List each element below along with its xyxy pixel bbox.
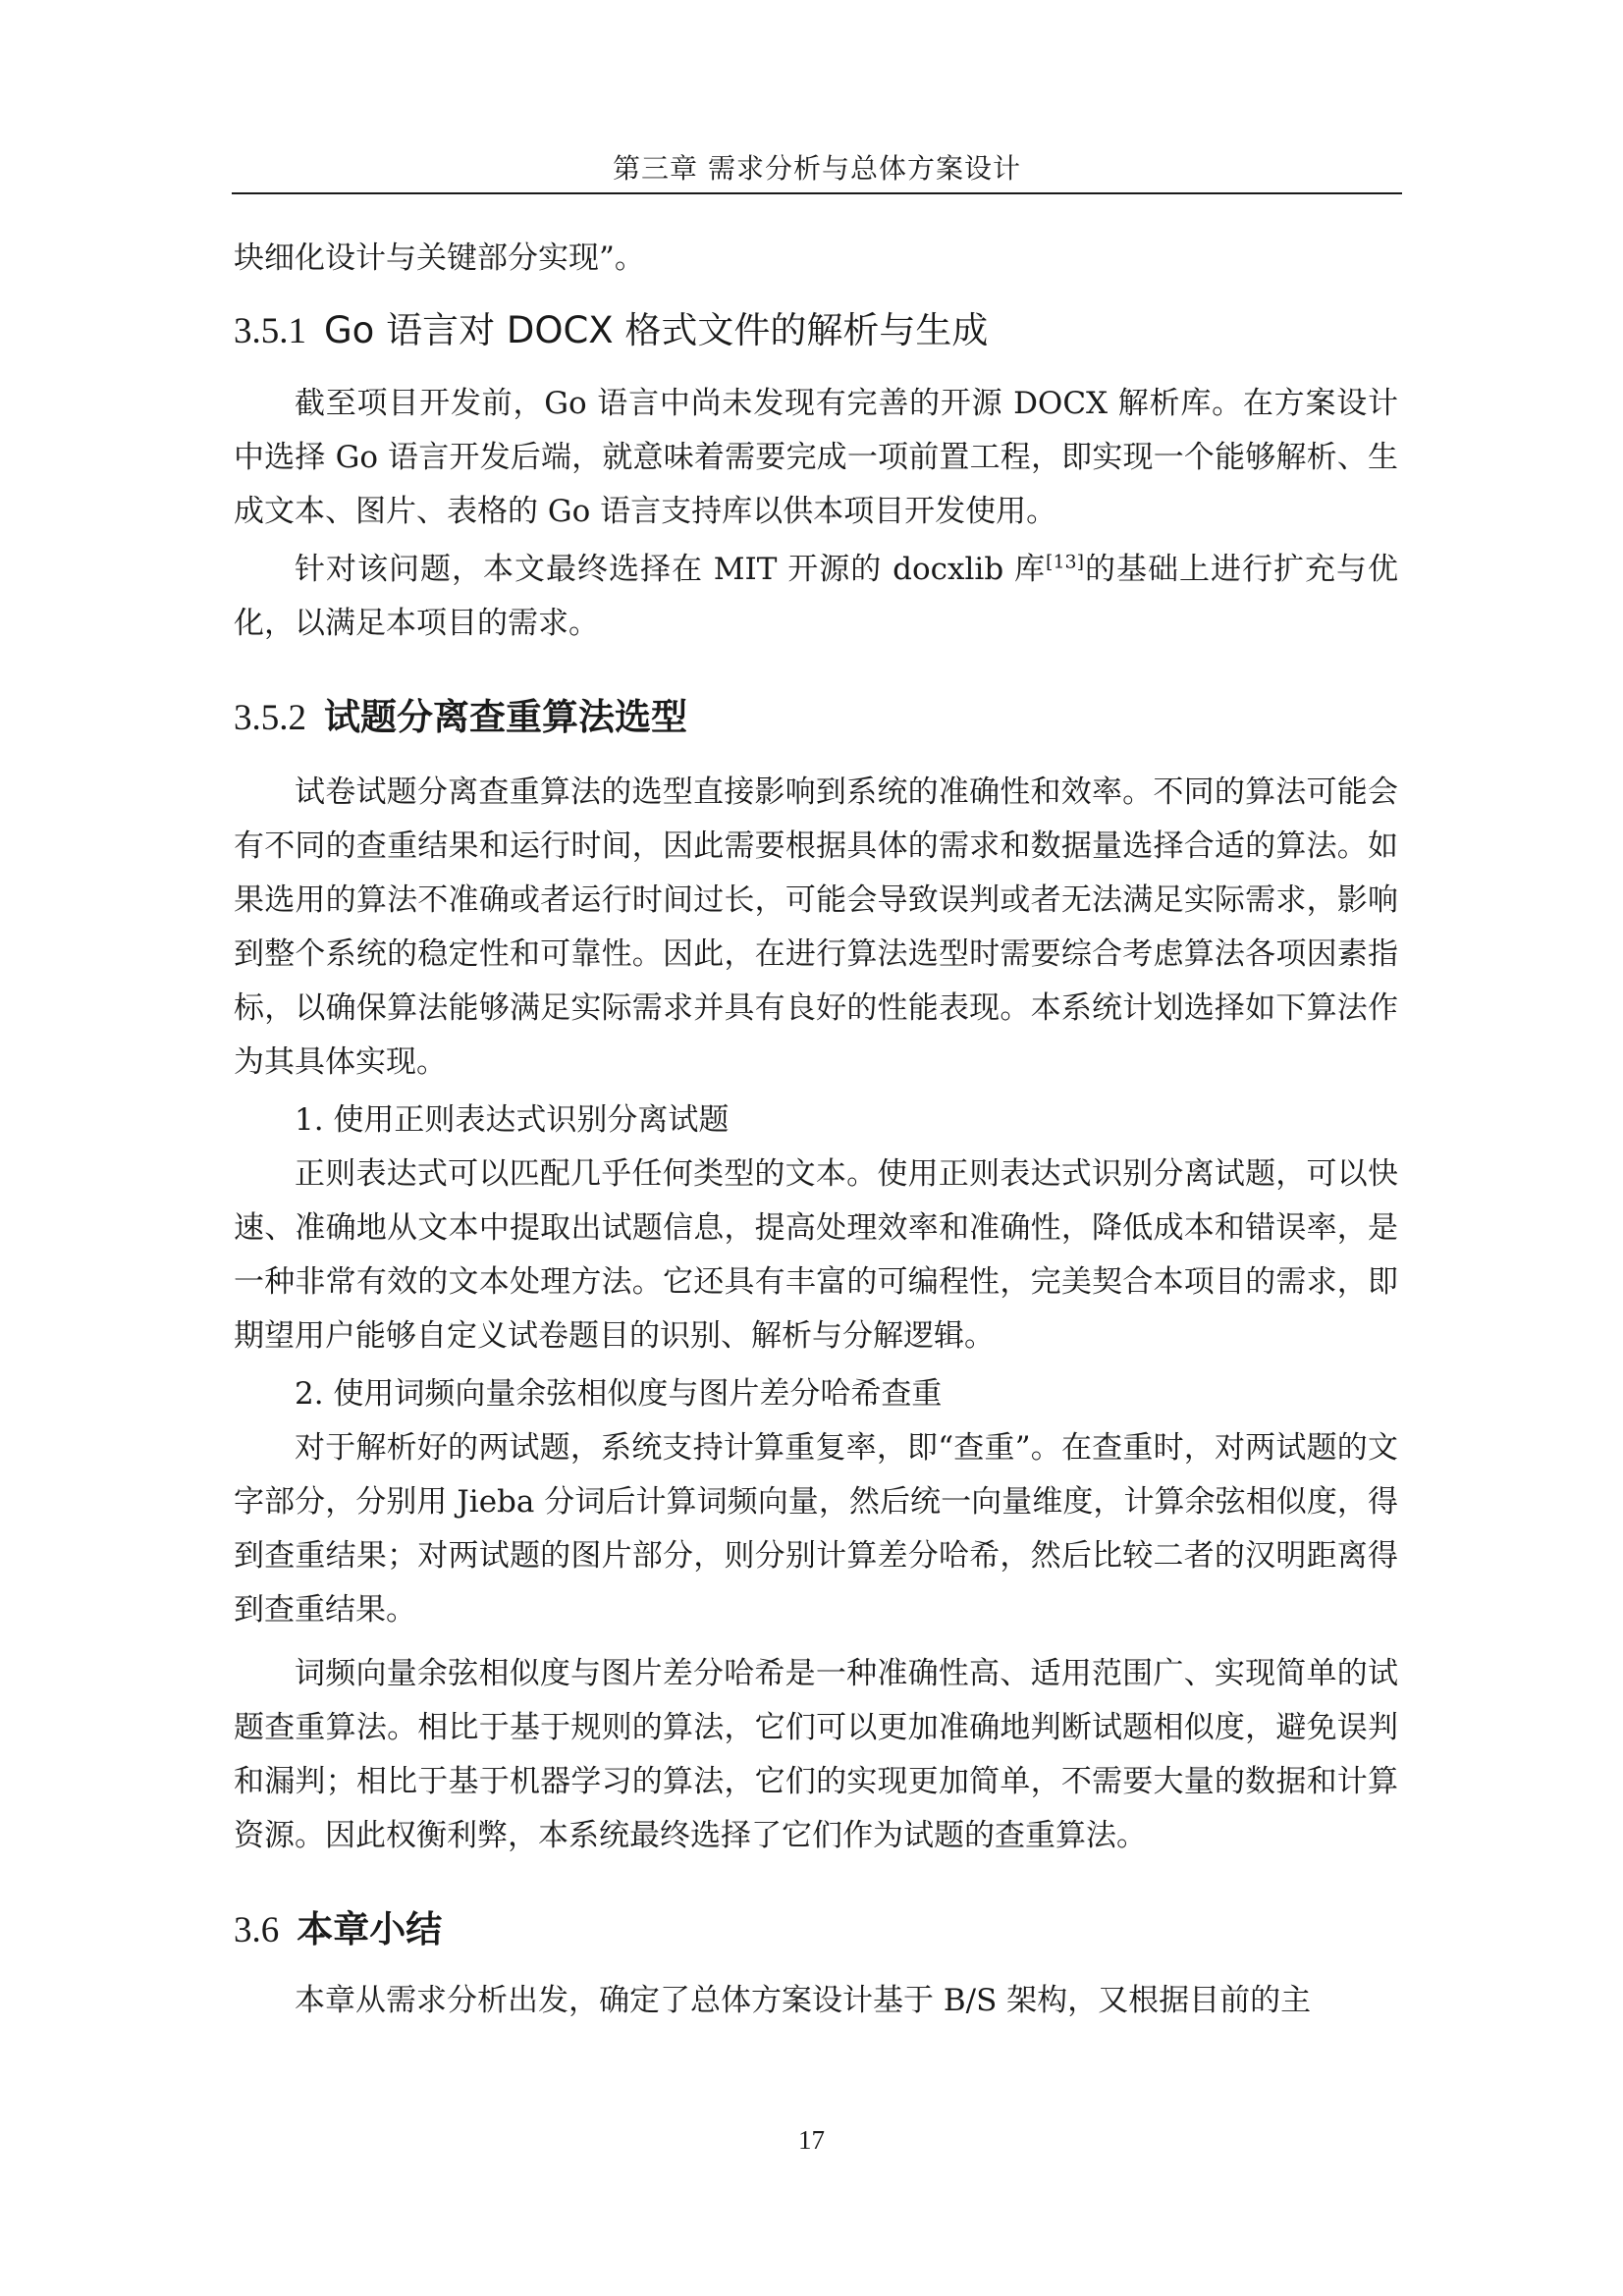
running-header: 第三章 需求分析与总体方案设计 xyxy=(613,152,1021,185)
paragraph-docx-library: 截至项目开发前，Go 语言中尚未发现有完善的开源 DOCX 解析库。在方案设计中选择 Go 语言开发后端，就意味着需要完成一项前置工程，即实现一个能够解析、生成文本、图片、表格的 Go 语言支持库以供本项目开发使用。 xyxy=(234,386,1398,529)
section-heading-3-6 xyxy=(234,1900,1398,1960)
list-item-2: 2. 使用词频向量余弦相似度与图片差分哈希查重 xyxy=(295,1376,943,1412)
section-heading-3-5-2 xyxy=(234,688,1398,748)
header-rule xyxy=(232,192,1402,194)
paragraph-chapter-summary: 本章从需求分析出发，确定了总体方案设计基于 B/S 架构，又根据目前的主 xyxy=(295,1983,1312,2018)
paragraph-continuation: 块细化设计与关键部分实现”。 xyxy=(234,240,645,276)
page-number: 17 xyxy=(798,2125,825,2155)
paragraph-docxlib-choice xyxy=(234,543,1398,651)
section-heading-3-5-1 xyxy=(234,301,1398,361)
section-title: 本章小结 xyxy=(297,1908,443,1950)
section-number: 3.5.2 xyxy=(234,698,306,738)
list-item-1: 1. 使用正则表达式识别分离试题 xyxy=(295,1102,730,1138)
paragraph-text: 针对该问题，本文最终选择在 MIT 开源的 docxlib 库 xyxy=(295,552,1047,587)
section-number: 3.6 xyxy=(234,1910,280,1950)
page-body xyxy=(234,232,1398,2028)
section-number: 3.5.1 xyxy=(234,311,306,351)
paragraph-text: 的基础上进行扩充与优化，以满足本项目的需求。 xyxy=(234,552,1399,641)
paragraph-dedup-method: 对于解析好的两试题，系统支持计算重复率，即“查重”。在查重时，对两试题的文字部分，分别用 Jieba 分词后计算词频向量，然后统一向量维度，计算余弦相似度，得到查重结果；对两试题的图片部分，则分别计算差分哈希，然后比较二者的汉明距离得到查重结果。 xyxy=(234,1430,1398,1628)
paragraph-regex: 正则表达式可以匹配几乎任何类型的文本。使用正则表达式识别分离试题，可以快速、准确地从文本中提取出试题信息，提高处理效率和准确性，降低成本和错误率，是一种非常有效的文本处理方法。它还具有丰富的可编程性，完美契合本项目的需求，即期望用户能够自定义试卷题目的识别、解析与分解逻辑。 xyxy=(234,1156,1398,1354)
citation-ref: [13] xyxy=(1046,551,1085,573)
paragraph-dedup-rationale: 词频向量余弦相似度与图片差分哈希是一种准确性高、适用范围广、实现简单的试题查重算法。相比于基于规则的算法，它们可以更加准确地判断试题相似度，避免误判和漏判；相比于基于机器学习的算法，它们的实现更加简单，不需要大量的数据和计算资源。因此权衡利弊，本系统最终选择了它们作为试题的查重算法。 xyxy=(234,1656,1398,1853)
section-title: 试题分离查重算法选型 xyxy=(324,696,687,738)
paragraph-algorithm-selection: 试卷试题分离查重算法的选型直接影响到系统的准确性和效率。不同的算法可能会有不同的查重结果和运行时间，因此需要根据具体的需求和数据量选择合适的算法。如果选用的算法不准确或者运行时间过长，可能会导致误判或者无法满足实际需求，影响到整个系统的稳定性和可靠性。因此，在进行算法选型时需要综合考虑算法各项因素指标，以确保算法能够满足实际需求并具有良好的性能表现。本系统计划选择如下算法作为其具体实现。 xyxy=(234,774,1398,1080)
section-title: Go 语言对 DOCX 格式文件的解析与生成 xyxy=(324,309,989,351)
